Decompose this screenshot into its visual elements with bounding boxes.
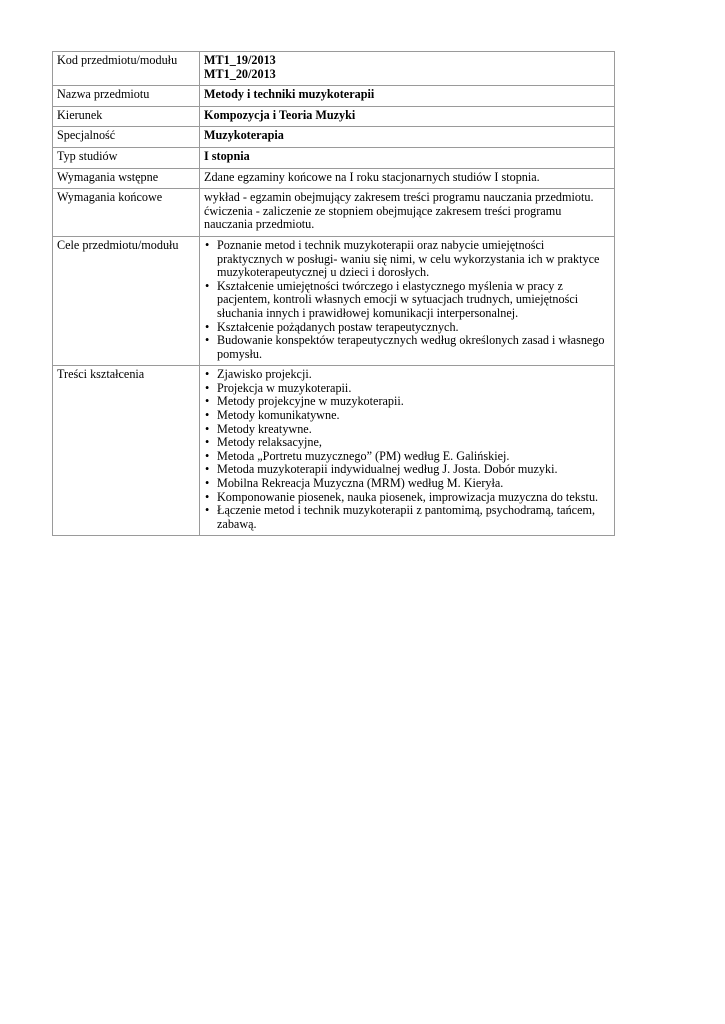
study-type-value: I stopnia — [200, 147, 615, 168]
course-content-value — [200, 366, 615, 536]
list-item: • Zjawisko projekcji. — [217, 368, 610, 382]
row-label: Kierunek — [53, 106, 200, 127]
final-requirements-value — [200, 189, 615, 237]
list-item: • Projekcja w muzykoterapii. — [217, 382, 610, 396]
table-row-course-name — [53, 86, 615, 107]
table-row-specialization — [53, 127, 615, 148]
list-item: • Kształcenie pożądanych postaw terapeutycznych. — [217, 321, 610, 335]
row-label: Typ studiów — [53, 147, 200, 168]
table-row-prerequisites — [53, 168, 615, 189]
row-label: Treści kształcenia — [53, 366, 200, 536]
table-row-course-code — [53, 52, 615, 86]
course-code-line: MT1_20/2013 — [204, 66, 276, 81]
list-item: • Poznanie metod i technik muzykoterapii oraz nabycie umiejętności praktycznych w posługi- waniu się nimi, w celu wykorzystania ich w praktyce muzykoterapeutycznej u dzieci i dorosłych. — [217, 239, 610, 280]
requirement-line: wykład - egzamin obejmujący zakresem treści programu nauczania przedmiotu. — [204, 190, 594, 205]
table-row-course-goals — [53, 236, 615, 365]
list-item: • Metoda muzykoterapii indywidualnej według J. Josta. Dobór muzyki. — [217, 463, 610, 477]
list-item: • Metody komunikatywne. — [217, 409, 610, 423]
prerequisites-value: Zdane egzaminy końcowe na I roku stacjonarnych studiów I stopnia. — [200, 168, 615, 189]
row-label: Nazwa przedmiotu — [53, 86, 200, 107]
list-item: • Kształcenie umiejętności twórczego i elastycznego myślenia w pracy z pacjentem, kontroli własnych emocji w sytuacjach trudnych, umiejętności słuchania innych i prawidłowej komunikacji interpersonalnej. — [217, 280, 610, 321]
course-name-value: Metody i techniki muzykoterapii — [200, 86, 615, 107]
row-label: Wymagania wstępne — [53, 168, 200, 189]
row-label: Specjalność — [53, 127, 200, 148]
list-item: • Łączenie metod i technik muzykoterapii z pantomimą, psychodramą, tańcem, zabawą. — [217, 504, 610, 531]
course-code-value — [200, 52, 615, 86]
table-row-study-type — [53, 147, 615, 168]
requirement-line: ćwiczenia - zaliczenie ze stopniem obejmujące zakresem treści programu nauczania przedmiotu. — [204, 203, 562, 232]
goals-list — [204, 239, 610, 361]
list-item: • Komponowanie piosenek, nauka piosenek, improwizacja muzyczna do tekstu. — [217, 491, 610, 505]
list-item: • Mobilna Rekreacja Muzyczna (MRM) według M. Kieryła. — [217, 477, 610, 491]
field-of-study-value: Kompozycja i Teoria Muzyki — [200, 106, 615, 127]
list-item: • Metody projekcyjne w muzykoterapii. — [217, 395, 610, 409]
list-item: • Metody kreatywne. — [217, 423, 610, 437]
course-code-line: MT1_19/2013 — [204, 53, 276, 67]
specialization-value: Muzykoterapia — [200, 127, 615, 148]
list-item: • Metoda „Portretu muzycznego” (PM) według E. Galińskiej. — [217, 450, 610, 464]
course-info-table — [52, 51, 615, 536]
row-label: Kod przedmiotu/modułu — [53, 52, 200, 86]
table-row-final-requirements — [53, 189, 615, 237]
content-list — [204, 368, 610, 531]
list-item: • Metody relaksacyjne, — [217, 436, 610, 450]
row-label: Cele przedmiotu/modułu — [53, 236, 200, 365]
course-goals-value — [200, 236, 615, 365]
table-row-field-of-study — [53, 106, 615, 127]
row-label: Wymagania końcowe — [53, 189, 200, 237]
table-row-course-content — [53, 366, 615, 536]
list-item: • Budowanie konspektów terapeutycznych według określonych zasad i własnego pomysłu. — [217, 334, 610, 361]
